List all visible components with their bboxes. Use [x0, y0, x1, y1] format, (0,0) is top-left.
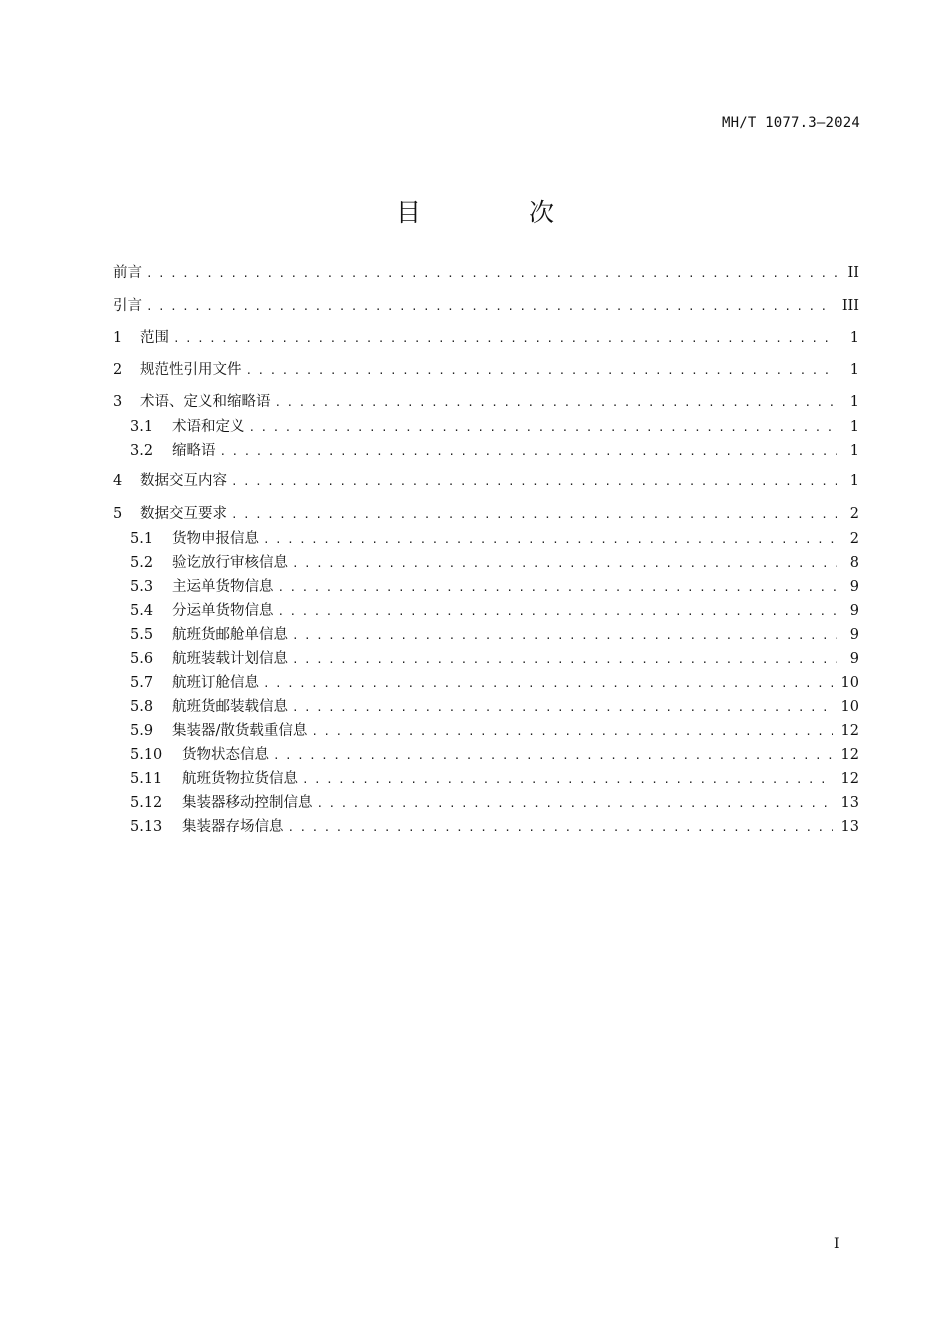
toc-entry-number: 5.5: [130, 627, 154, 643]
toc-entry-5[interactable]: [113, 504, 859, 524]
toc-entry-5-1[interactable]: [130, 529, 859, 549]
toc-entry-number: 5.2: [130, 555, 154, 571]
toc-entry-5-11[interactable]: [130, 769, 859, 789]
toc-entry-page: 13: [840, 819, 859, 835]
toc-entry-page: 12: [840, 747, 859, 763]
toc-entry-number: 3.1: [130, 419, 154, 435]
toc-entry-5-4[interactable]: [130, 601, 859, 621]
toc-entry-page: 12: [840, 723, 859, 739]
toc-entry-number: 2: [113, 362, 123, 378]
toc-entry-foreword[interactable]: [113, 263, 859, 283]
toc-entry-number: 5.4: [130, 603, 154, 619]
dot-leader: [278, 578, 838, 598]
toc-entry-number: 5.1: [130, 531, 154, 547]
toc-entry-number: 4: [113, 473, 123, 489]
toc-entry-number: 3: [113, 394, 123, 410]
toc-entry-label: 航班货邮舱单信息: [172, 627, 288, 643]
toc-entry-page: 9: [849, 627, 859, 643]
dot-leader: [292, 650, 837, 670]
dot-leader: [231, 472, 837, 492]
toc-entry-label: 集装器移动控制信息: [182, 795, 313, 811]
toc-entry-number: 5: [113, 506, 123, 522]
toc-entry-page: III: [841, 298, 859, 314]
toc-entry-page: 1: [849, 394, 859, 410]
toc-entry-page: 9: [849, 651, 859, 667]
dot-leader: [275, 393, 838, 413]
toc-entry-label: 术语和定义: [172, 419, 245, 435]
toc-entry-label: 主运单货物信息: [172, 579, 274, 595]
toc-entry-page: 9: [849, 579, 859, 595]
toc-entry-5-5[interactable]: [130, 625, 859, 645]
toc-entry-page: 9: [849, 603, 859, 619]
dot-leader: [249, 418, 838, 438]
dot-leader: [220, 442, 838, 462]
toc-entry-label: 范围: [140, 330, 169, 346]
toc-entry-page: 1: [849, 443, 859, 459]
toc-entry-page: 8: [849, 555, 859, 571]
dot-leader: [246, 361, 838, 381]
toc-entry-2[interactable]: [113, 360, 859, 380]
toc-entry-5-13[interactable]: [130, 817, 859, 837]
toc-entry-label: 分运单货物信息: [172, 603, 274, 619]
toc-entry-5-2[interactable]: [130, 553, 859, 573]
dot-leader: [278, 602, 838, 622]
toc-entry-number: 5.13: [130, 819, 163, 835]
toc-entry-page: 2: [849, 506, 859, 522]
dot-leader: [311, 722, 832, 742]
toc-entry-label: 数据交互内容: [140, 473, 227, 489]
dot-leader: [292, 626, 837, 646]
dot-leader: [292, 698, 833, 718]
dot-leader: [146, 297, 834, 317]
toc-entry-label: 航班货邮装载信息: [172, 699, 288, 715]
toc-entry-label: 集装器存场信息: [182, 819, 284, 835]
toc-title: 目 次: [396, 198, 604, 227]
toc-entry-page: 1: [849, 473, 859, 489]
toc-entry-label: 数据交互要求: [140, 506, 227, 522]
dot-leader: [292, 554, 837, 574]
toc-entry-label: 货物申报信息: [172, 531, 259, 547]
toc-entry-5-7[interactable]: [130, 673, 859, 693]
dot-leader: [317, 794, 833, 814]
toc-entry-number: 5.12: [130, 795, 163, 811]
page-number: I: [834, 1236, 840, 1252]
toc-entry-number: 5.6: [130, 651, 154, 667]
dot-leader: [231, 505, 837, 525]
toc-entry-page: 1: [849, 330, 859, 346]
dot-leader: [146, 264, 837, 284]
dot-leader: [288, 818, 833, 838]
toc-entry-5-9[interactable]: [130, 721, 859, 741]
toc-entry-page: II: [847, 265, 859, 281]
toc-entry-introduction[interactable]: [113, 296, 859, 316]
toc-entry-page: 2: [849, 531, 859, 547]
dot-leader: [302, 770, 833, 790]
toc-entry-number: 5.3: [130, 579, 154, 595]
toc-entry-label: 集装器/散货载重信息: [172, 723, 308, 739]
toc-entry-label: 缩略语: [172, 443, 216, 459]
toc-entry-label: 引言: [113, 298, 142, 314]
document-code: MH/T 1077.3—2024: [721, 115, 860, 131]
toc-entry-number: 5.7: [130, 675, 154, 691]
toc-entry-label: 货物状态信息: [182, 747, 269, 763]
toc-entry-5-3[interactable]: [130, 577, 859, 597]
toc-entry-page: 10: [840, 699, 859, 715]
toc-entry-5-10[interactable]: [130, 745, 859, 765]
toc-entry-number: 5.10: [130, 747, 163, 763]
toc-entry-label: 规范性引用文件: [140, 362, 242, 378]
toc-entry-page: 10: [840, 675, 859, 691]
toc-entry-number: 5.9: [130, 723, 154, 739]
toc-entry-page: 1: [849, 419, 859, 435]
toc-entry-label: 验讫放行审核信息: [172, 555, 288, 571]
toc-entry-label: 前言: [113, 265, 142, 281]
toc-entry-5-6[interactable]: [130, 649, 859, 669]
toc-entry-label: 航班货物拉货信息: [182, 771, 298, 787]
toc-entry-number: 3.2: [130, 443, 154, 459]
dot-leader: [263, 674, 833, 694]
toc-entry-1[interactable]: [113, 328, 859, 348]
toc-entry-page: 12: [840, 771, 859, 787]
toc-entry-number: 5.11: [130, 771, 163, 787]
toc-entry-label: 术语、定义和缩略语: [140, 394, 271, 410]
toc-entry-5-12[interactable]: [130, 793, 859, 813]
toc-entry-3-1[interactable]: [130, 417, 859, 437]
toc-entry-4[interactable]: [113, 471, 859, 491]
toc-entry-5-8[interactable]: [130, 697, 859, 717]
toc-entry-3-2[interactable]: [130, 441, 859, 461]
dot-leader: [173, 329, 837, 349]
toc-entry-number: 1: [113, 330, 123, 346]
toc-entry-label: 航班装载计划信息: [172, 651, 288, 667]
toc-entry-number: 5.8: [130, 699, 154, 715]
toc-entry-3[interactable]: [113, 392, 859, 412]
dot-leader: [273, 746, 833, 766]
dot-leader: [263, 530, 837, 550]
toc-entry-page: 1: [849, 362, 859, 378]
toc-entry-label: 航班订舱信息: [172, 675, 259, 691]
toc-entry-page: 13: [840, 795, 859, 811]
